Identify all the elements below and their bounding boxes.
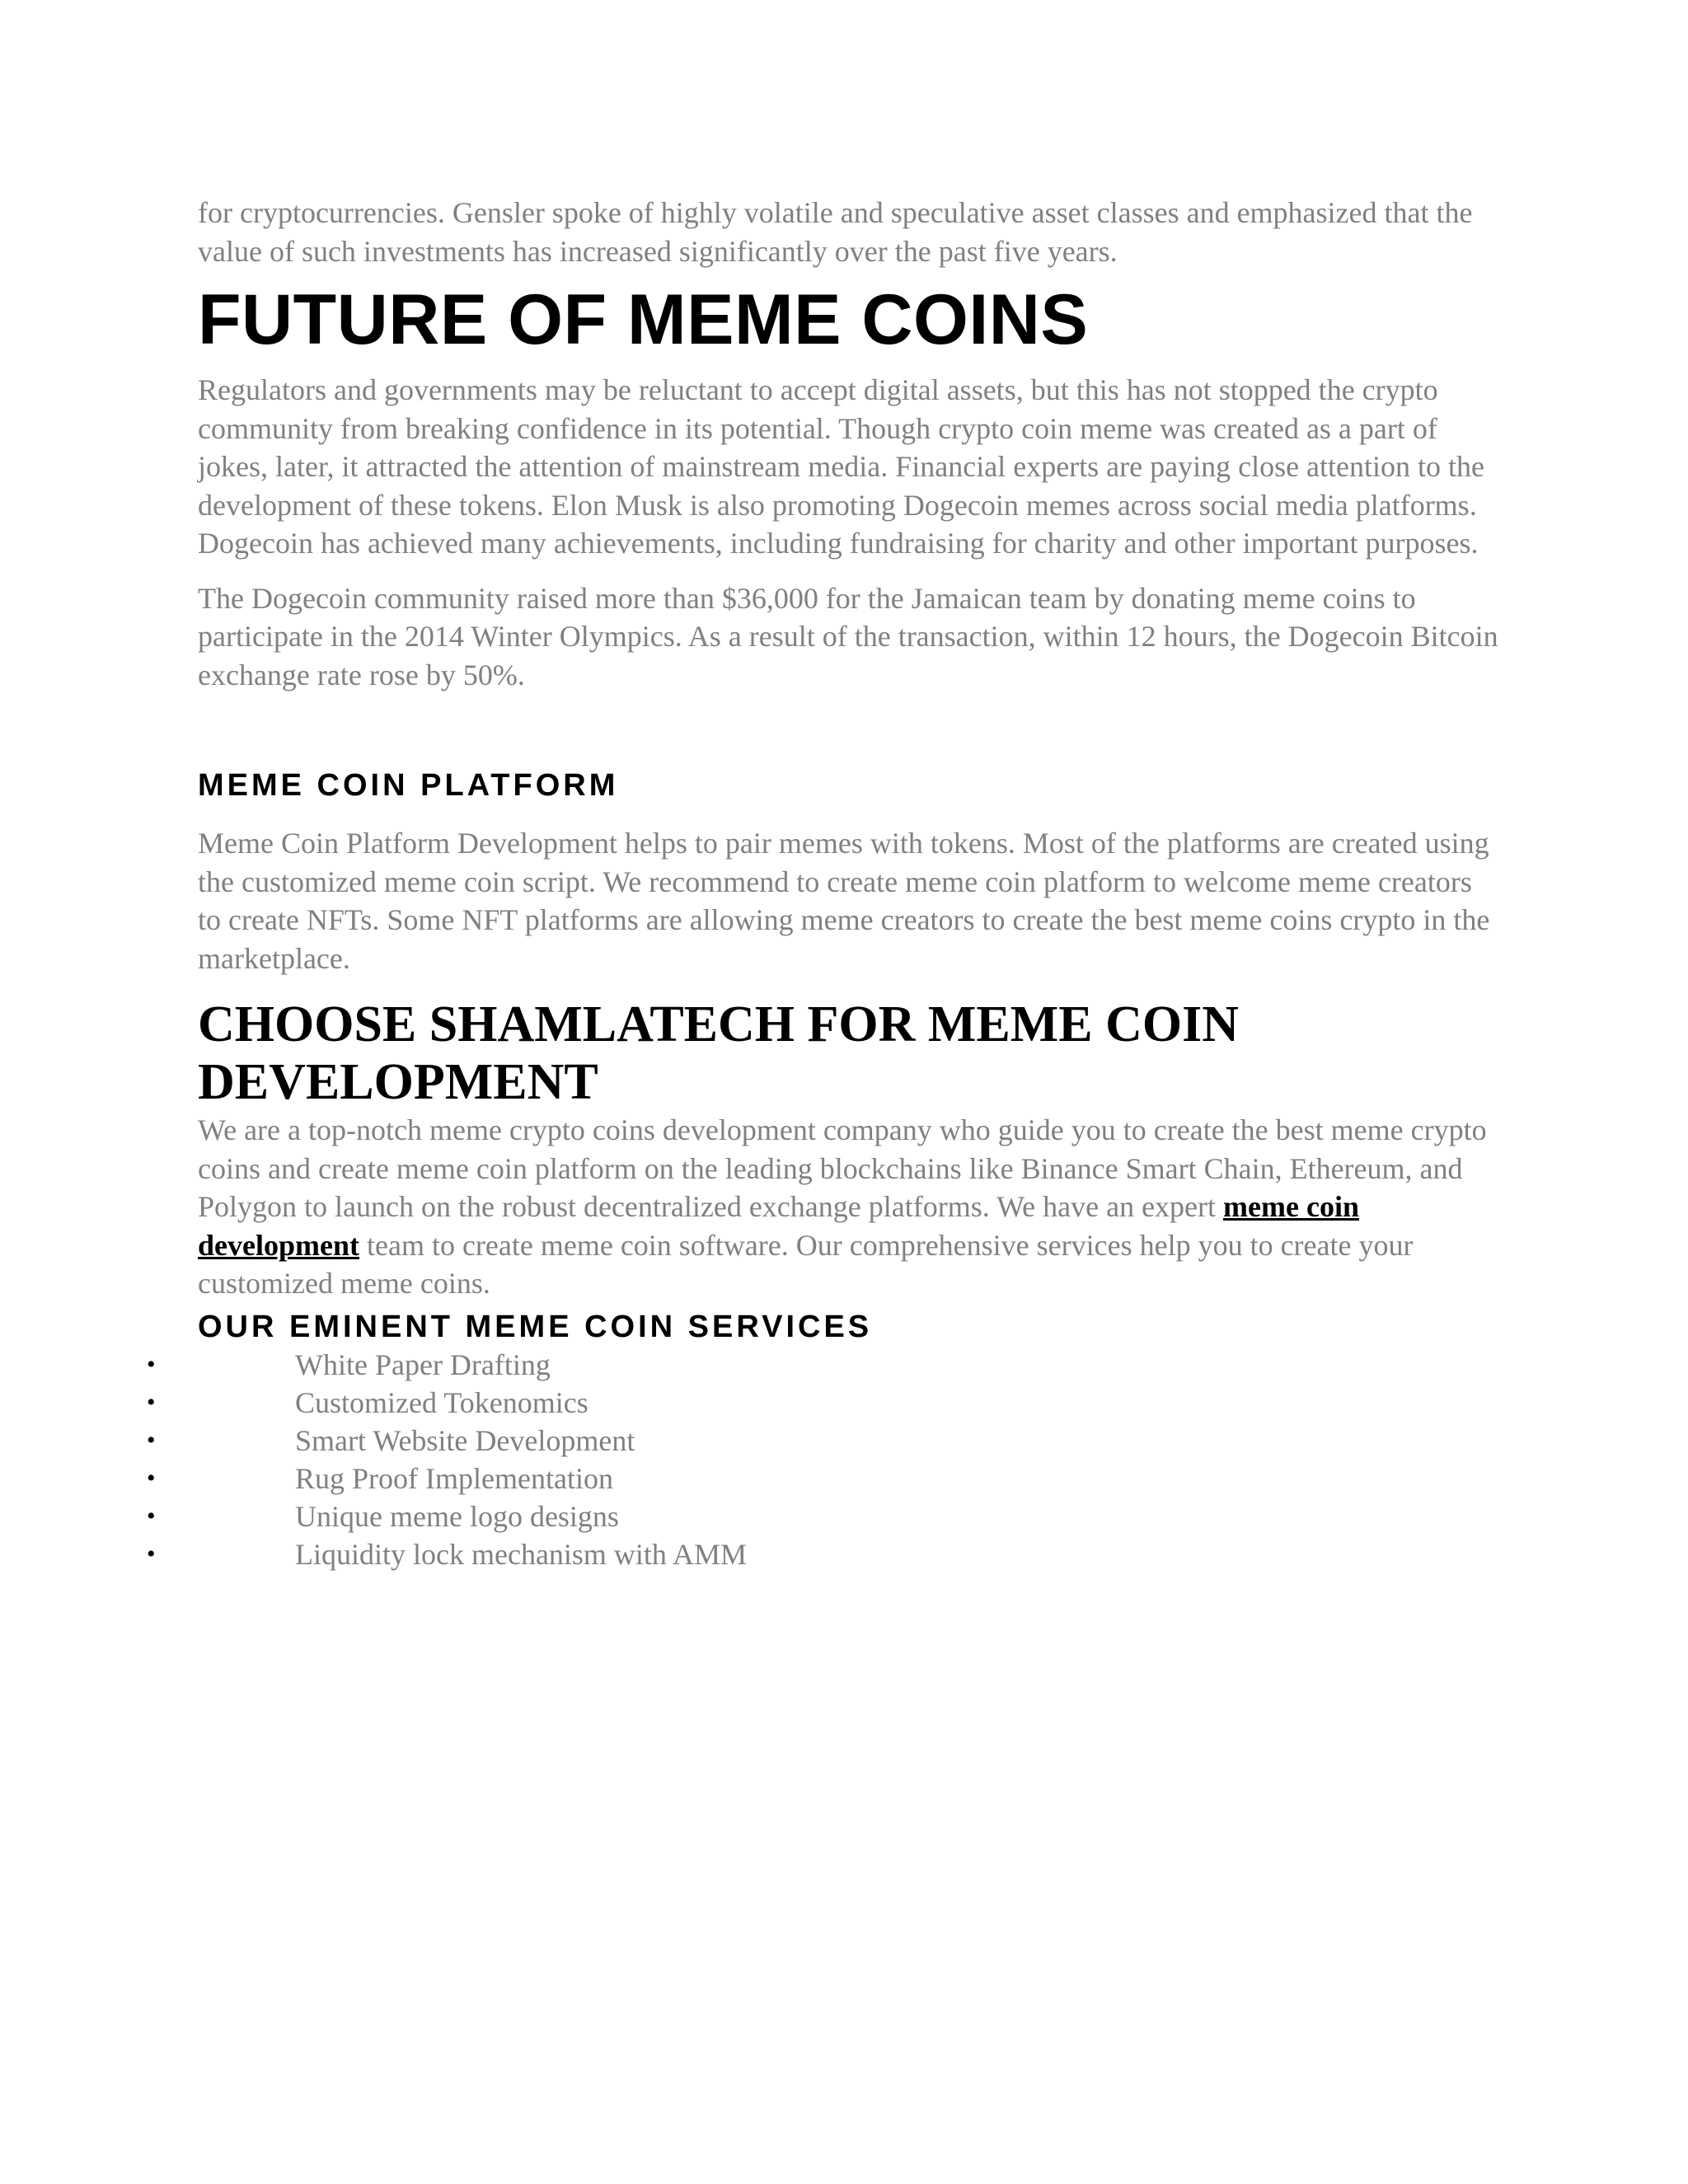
list-item-label: Liquidity lock mechanism with AMM [295,1537,747,1571]
list-item-label: White Paper Drafting [295,1347,551,1381]
services-heading: OUR EMINENT MEME COIN SERVICES [198,1309,873,1344]
bullet-icon: • [147,1350,156,1378]
bullet-icon: • [147,1426,156,1454]
bullet-icon: • [147,1502,156,1530]
choose-heading: CHOOSE SHAMLATECH FOR MEME COIN DEVELOPMENT [198,996,1240,1110]
platform-paragraph: Meme Coin Platform Development helps to pair memes with tokens. Most of the platforms are created using the customized meme coin script. We recommend to create meme coin platform to welcome meme creators to create NFTs. Some NFT platforms are allowing meme creators to create the best meme coins crypto in the marketplace. [198,827,1490,975]
bullet-icon: • [147,1388,156,1416]
list-item-label: Rug Proof Implementation [295,1461,613,1495]
meme-coin-development-link[interactable]: meme coin development [198,1190,1359,1262]
choose-paragraph-text-2: team to create meme coin software. Our comprehensive services help you to create your customized meme coins. [198,1228,1414,1300]
services-list [147,1346,1500,1573]
list-item [147,1384,1500,1422]
intro-paragraph: for cryptocurrencies. Gensler spoke of highly volatile and speculative asset classes and emphasized that the value of such investments has increased significantly over the past five years. [198,196,1473,268]
list-item-label: Smart Website Development [295,1423,635,1457]
list-item-label: Unique meme logo designs [295,1499,619,1533]
list-item [147,1497,1500,1535]
future-paragraph-1: Regulators and governments may be reluctant to accept digital assets, but this has not stopped the crypto community from breaking confidence in its potential. Though crypto coin meme was created as a part of jokes, later, it attracted the attention of mainstream media. Financial experts are paying close attention to the development of these tokens. Elon Musk is also promoting Dogecoin memes across social media platforms. Dogecoin has achieved many achievements, including fundraising for charity and other important purposes. [198,373,1485,560]
future-paragraph-2: The Dogecoin community raised more than $36,000 for the Jamaican team by donating meme coins to participate in the 2014 Winter Olympics. As a result of the transaction, within 12 hours, the Dogecoin Bitcoin exchange rate rose by 50%. [198,581,1498,691]
bullet-icon: • [147,1540,156,1568]
choose-paragraph-text-1: We are a top-notch meme crypto coins development company who guide you to create the best meme crypto coins and create meme coin platform on the leading blockchains like Binance Smart Chain, Ethereum, and Polygon to launch on the robust decentralized exchange platforms. We have an expert [198,1113,1487,1223]
list-item [147,1535,1500,1573]
list-item-label: Customized Tokenomics [295,1385,588,1419]
choose-paragraph [198,1111,1500,1303]
document-page [147,194,1500,1573]
list-item [147,1346,1500,1384]
bullet-icon: • [147,1464,156,1492]
future-heading: FUTURE OF MEME COINS [198,280,1089,359]
platform-heading: MEME COIN PLATFORM [198,768,619,803]
list-item [147,1460,1500,1497]
list-item [147,1422,1500,1460]
